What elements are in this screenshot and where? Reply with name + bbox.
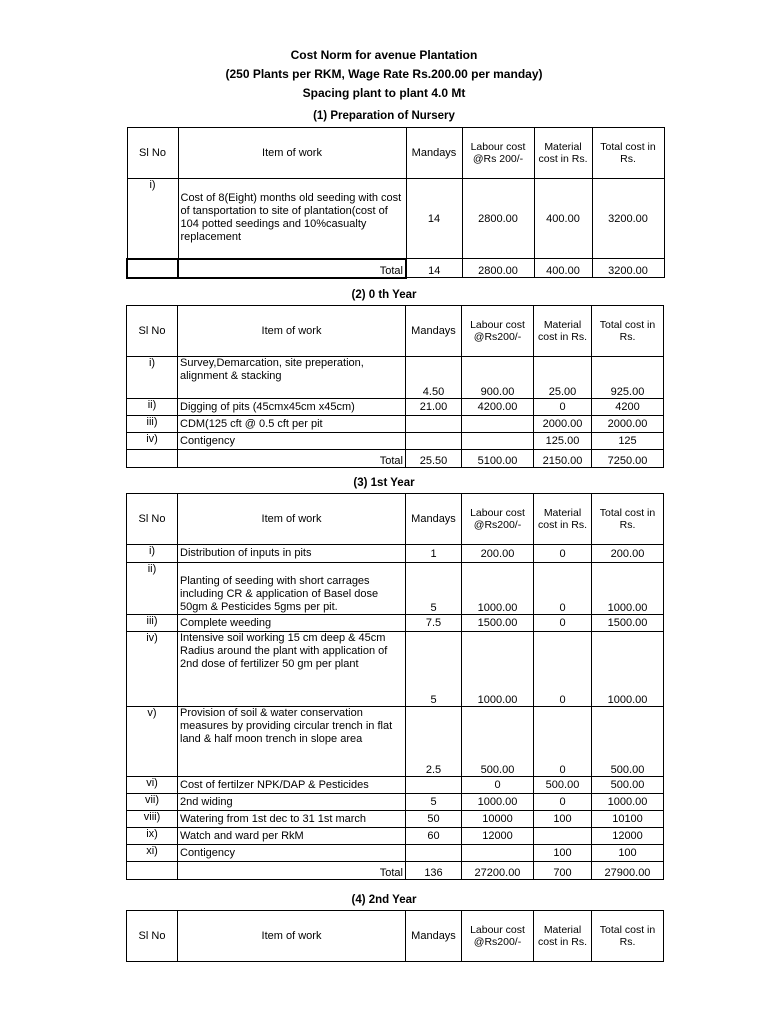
row-total: 200.00 (592, 545, 664, 563)
row-item: CDM(125 cft @ 0.5 cft per pit (178, 416, 406, 433)
row-material: 0 (534, 615, 592, 632)
row-sl: i) (127, 179, 178, 259)
table-row (127, 563, 664, 615)
row-item: Digging of pits (45cmx45cm x45cm) (178, 399, 406, 416)
row-total: 500.00 (592, 707, 664, 777)
total-labour: 27200.00 (462, 862, 534, 880)
row-mandays (406, 433, 462, 450)
row-item: Complete weeding (178, 615, 406, 632)
row-sl: i) (127, 545, 178, 563)
row-labour: 1000.00 (462, 563, 534, 615)
col-total-header: Total cost in Rs. (592, 306, 664, 357)
row-item: Watering from 1st dec to 31 1st march (178, 811, 406, 828)
row-labour: 200.00 (462, 545, 534, 563)
total-sl-cell (127, 450, 178, 468)
total-row (127, 259, 664, 278)
total-labour: 2800.00 (462, 259, 534, 278)
row-material: 0 (534, 545, 592, 563)
row-total: 1000.00 (592, 794, 664, 811)
row-mandays: 7.5 (406, 615, 462, 632)
row-item: Watch and ward per RkM (178, 828, 406, 845)
table-row (127, 357, 664, 399)
row-item: Planting of seeding with short carrages including CR & application of Basel dose 50gm & Pesticides 5gms per pit. (178, 563, 406, 615)
total-sl-cell (127, 862, 178, 880)
col-sl-header: Sl No (127, 128, 178, 179)
row-total: 4200 (592, 399, 664, 416)
table-row (127, 811, 664, 828)
col-material-header: Material cost in Rs. (534, 911, 592, 962)
row-sl: ix) (127, 828, 178, 845)
col-material-header: Material cost in Rs. (534, 128, 592, 179)
row-mandays: 4.50 (406, 357, 462, 399)
table-row (127, 545, 664, 563)
total-mandays: 25.50 (406, 450, 462, 468)
row-labour (462, 845, 534, 862)
table-row (127, 828, 664, 845)
row-total: 1000.00 (592, 563, 664, 615)
total-mandays: 14 (406, 259, 462, 278)
row-sl: vi) (127, 777, 178, 794)
table-row (127, 433, 664, 450)
col-mandays-header: Mandays (406, 494, 462, 545)
row-total: 12000 (592, 828, 664, 845)
row-sl: viii) (127, 811, 178, 828)
table-row (127, 632, 664, 707)
row-sl: i) (127, 357, 178, 399)
col-mandays-header: Mandays (406, 911, 462, 962)
row-sl: ii) (127, 399, 178, 416)
row-item: Cost of 8(Eight) months old seeding with cost of tansportation to site of plantation(cost of 104 potted seedings and 10%casualty replacement (178, 179, 406, 259)
row-labour: 1500.00 (462, 615, 534, 632)
row-material: 100 (534, 811, 592, 828)
row-item: Contigency (178, 433, 406, 450)
table-row (127, 794, 664, 811)
row-total: 500.00 (592, 777, 664, 794)
col-labour-header: Labour cost @Rs 200/- (462, 128, 534, 179)
table-2nd-year (126, 910, 664, 962)
total-material: 700 (534, 862, 592, 880)
row-total: 2000.00 (592, 416, 664, 433)
row-labour: 500.00 (462, 707, 534, 777)
row-labour (462, 416, 534, 433)
table-row (127, 179, 664, 259)
table-1st-year (126, 493, 664, 880)
row-total: 3200.00 (592, 179, 664, 259)
row-sl: ii) (127, 563, 178, 615)
row-material: 25.00 (534, 357, 592, 399)
row-material (534, 828, 592, 845)
row-sl: xi) (127, 845, 178, 862)
col-sl-header: Sl No (127, 306, 178, 357)
table-header-row (127, 306, 664, 357)
table-header-row (127, 494, 664, 545)
section-title-0th-year: (2) 0 th Year (351, 289, 417, 301)
row-mandays: 1 (406, 545, 462, 563)
row-material: 400.00 (534, 179, 592, 259)
row-mandays: 5 (406, 794, 462, 811)
row-total: 125 (592, 433, 664, 450)
col-sl-header: Sl No (127, 494, 178, 545)
total-label: Total (178, 259, 406, 278)
col-item-header: Item of work (178, 911, 406, 962)
row-material: 0 (534, 563, 592, 615)
col-labour-header: Labour cost @Rs200/- (462, 911, 534, 962)
row-mandays: 5 (406, 563, 462, 615)
row-mandays: 60 (406, 828, 462, 845)
total-row (127, 862, 664, 880)
row-total: 1500.00 (592, 615, 664, 632)
row-sl: v) (127, 707, 178, 777)
col-sl-header: Sl No (127, 911, 178, 962)
total-label: Total (178, 450, 406, 468)
total-labour: 5100.00 (462, 450, 534, 468)
row-total: 100 (592, 845, 664, 862)
col-mandays-header: Mandays (406, 128, 462, 179)
total-label: Total (178, 862, 406, 880)
section-title-1st-year: (3) 1st Year (353, 477, 415, 489)
table-row (127, 777, 664, 794)
row-item: 2nd widing (178, 794, 406, 811)
row-total: 925.00 (592, 357, 664, 399)
col-labour-header: Labour cost @Rs200/- (462, 494, 534, 545)
row-material: 500.00 (534, 777, 592, 794)
row-mandays: 21.00 (406, 399, 462, 416)
row-labour: 12000 (462, 828, 534, 845)
row-material: 2000.00 (534, 416, 592, 433)
table-header-row (127, 911, 664, 962)
section-title-nursery: (1) Preparation of Nursery (313, 110, 455, 122)
row-labour: 1000.00 (462, 632, 534, 707)
col-item-header: Item of work (178, 128, 406, 179)
total-total: 7250.00 (592, 450, 664, 468)
total-material: 2150.00 (534, 450, 592, 468)
table-0th-year (126, 305, 664, 468)
row-mandays: 2.5 (406, 707, 462, 777)
total-material: 400.00 (534, 259, 592, 278)
col-item-header: Item of work (178, 306, 406, 357)
total-mandays: 136 (406, 862, 462, 880)
col-material-header: Material cost in Rs. (534, 494, 592, 545)
row-mandays (406, 777, 462, 794)
row-sl: iv) (127, 632, 178, 707)
doc-subtitle: (250 Plants per RKM, Wage Rate Rs.200.00 per manday) (225, 67, 543, 81)
row-item: Survey,Demarcation, site preperation, alignment & stacking (178, 357, 406, 399)
row-total: 1000.00 (592, 632, 664, 707)
row-labour (462, 433, 534, 450)
row-mandays: 5 (406, 632, 462, 707)
row-sl: iv) (127, 433, 178, 450)
row-item: Distribution of inputs in pits (178, 545, 406, 563)
table-row (127, 416, 664, 433)
table-row (127, 399, 664, 416)
col-total-header: Total cost in Rs. (592, 911, 664, 962)
row-sl: iii) (127, 416, 178, 433)
doc-spacing-note: Spacing plant to plant 4.0 Mt (302, 86, 466, 100)
row-material: 125.00 (534, 433, 592, 450)
col-labour-header: Labour cost @Rs200/- (462, 306, 534, 357)
total-sl-cell (127, 259, 178, 278)
col-mandays-header: Mandays (406, 306, 462, 357)
row-total: 10100 (592, 811, 664, 828)
total-total: 27900.00 (592, 862, 664, 880)
row-labour: 4200.00 (462, 399, 534, 416)
col-total-header: Total cost in Rs. (592, 494, 664, 545)
table-nursery (126, 127, 665, 279)
row-labour: 0 (462, 777, 534, 794)
row-item: Intensive soil working 15 cm deep & 45cm Radius around the plant with application of 2nd dose of fertilizer 50 gm per plant (178, 632, 406, 707)
total-total: 3200.00 (592, 259, 664, 278)
row-sl: iii) (127, 615, 178, 632)
row-material: 0 (534, 794, 592, 811)
row-mandays: 50 (406, 811, 462, 828)
table-row (127, 845, 664, 862)
row-material: 0 (534, 399, 592, 416)
total-row (127, 450, 664, 468)
section-title-2nd-year: (4) 2nd Year (351, 894, 417, 906)
row-material: 0 (534, 707, 592, 777)
table-header-row (127, 128, 664, 179)
col-material-header: Material cost in Rs. (534, 306, 592, 357)
table-row (127, 707, 664, 777)
row-sl: vii) (127, 794, 178, 811)
row-labour: 10000 (462, 811, 534, 828)
row-mandays: 14 (406, 179, 462, 259)
row-item: Cost of fertilzer NPK/DAP & Pesticides (178, 777, 406, 794)
row-labour: 900.00 (462, 357, 534, 399)
row-item: Provision of soil & water conservation measures by providing circular trench in flat land & half moon trench in slope area (178, 707, 406, 777)
table-row (127, 615, 664, 632)
row-labour: 2800.00 (462, 179, 534, 259)
row-labour: 1000.00 (462, 794, 534, 811)
row-mandays (406, 416, 462, 433)
col-total-header: Total cost in Rs. (592, 128, 664, 179)
row-material: 100 (534, 845, 592, 862)
row-material: 0 (534, 632, 592, 707)
row-mandays (406, 845, 462, 862)
col-item-header: Item of work (178, 494, 406, 545)
doc-title: Cost Norm for avenue Plantation (290, 48, 478, 62)
row-item: Contigency (178, 845, 406, 862)
